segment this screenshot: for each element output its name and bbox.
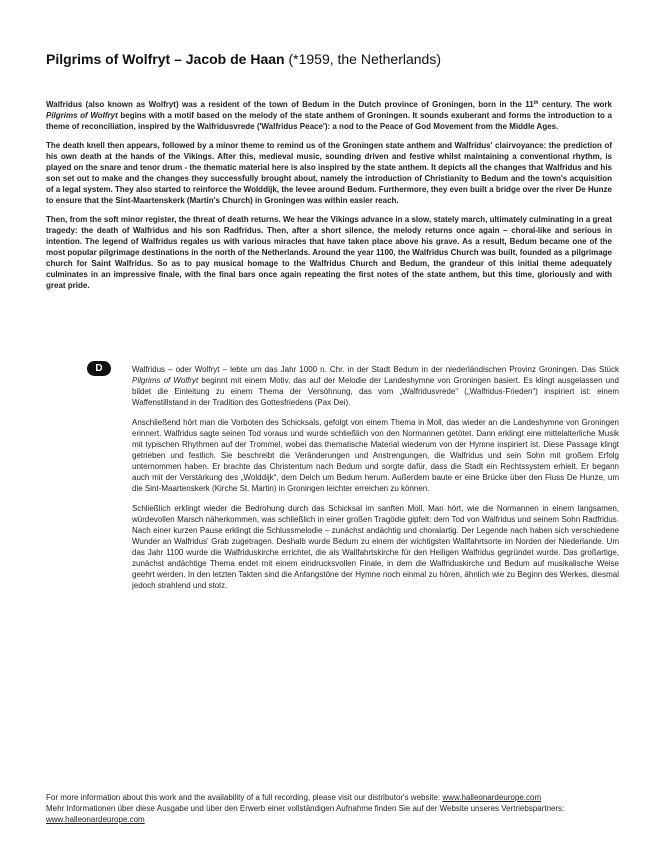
footer-german-line: Mehr Informationen über diese Ausgabe und über den Erwerb einer vollständigen Aufnahme finden Sie auf der Website unseres Vertriebspartners: xyxy=(46,804,565,813)
footer-english-link[interactable]: www.halleonardeurope.com xyxy=(442,793,542,802)
english-paragraph-3: Then, from the soft minor register, the threat of death returns. We hear the Vikings advance in a slow, stately march, ultimately culminating in a great tragedy: the death of Walfridus and his son Radfridus. Then, after a short silence, the melody returns once again – choral-like and serious in intention. The legend of Walfridus regales us with various miracles that have taken place above his grave. As a result, Bedum became one of the most popular pilgrimage destinations in the north of the Netherlands. Around the year 1100, the Walfridus Church was built, founded as a pilgrimage church for Saint Walfridus. So as to pay musical homage to the Walfridus Church and Bedum, the grandeur of this initial theme adequately culminates in an impressive finale, with the final bars once again repeating the first notes of the state anthem, but this time, gloriously and with great pride. xyxy=(46,215,612,290)
german-p1-text-b: beginnt mit einem Motiv, das auf der Melodie der Landeshymne von Groningen basiert. Es klingt ausgelassen und bildet die Einleitung zu einem Thema der Versöhnung, das vom „Walfridusvrede“ („Walfridus-Frieden“) inspiriert ist: einem Waffenstillstand in der Tradition des Gottesfriedens (Pax Dei). xyxy=(132,376,620,407)
english-p1-superscript: th xyxy=(533,100,539,106)
footer-english-text: For more information about this work and the availability of a full recording, please visit our distributor's website: xyxy=(46,793,443,802)
footer xyxy=(46,792,626,825)
footer-german-link[interactable]: www.halleonardeurope.com xyxy=(46,815,145,824)
english-p1-text-b: century. The work xyxy=(538,100,612,109)
german-p1-text-a: Walfridus – oder Wolfryt – lebte um das Jahr 1000 n. Chr. in der Stadt Bedum in der niederländischen Provinz Groningen. Das Stück xyxy=(132,365,619,374)
german-p1-work-title: Pilgrims of Wolfryt xyxy=(132,376,199,385)
language-badge-de: D xyxy=(87,361,111,376)
german-paragraph-1 xyxy=(132,364,619,408)
english-p1-work-title: Pilgrims of Wolfryt xyxy=(46,111,118,120)
page-title xyxy=(46,50,626,68)
german-paragraph-2: Anschließend hört man die Vorboten des Schicksals, gefolgt von einem Thema in Moll, das wieder an die Landeshymne von Groningen erinnert. Walfridus sagte seinen Tod voraus und wurde schließlich von den Normannen getötet. Dann erklingt eine mittelalterliche Musik mit typischen Rhythmen auf der Trommel, wobei das thematische Material wiederum von der Hymne inspiriert ist. Diese Passage klingt getrieben und festlich. Sie beschreibt die Veränderungen und Anstrengungen, die Walfridus und sein Sohn mit großem Erfolg unternommen haben. Er brachte das Christentum nach Bedum und sorgte dafür, dass die Stadt ein Rechtssystem erhielt. Er begann auch mit der Verstärkung des „Wolddijk“, dem Deich um Bedum herum. Außerdem baute er eine Brücke über den Fluss De Hunze, um die Sint-Maartenskerk (Kirche St. Martin) in Groningen leichter erreichen zu können. xyxy=(132,418,619,493)
title-main: Pilgrims of Wolfryt – Jacob de Haan xyxy=(46,51,285,67)
german-paragraph-3: Schließlich erklingt wieder die Bedrohung durch das Schicksal im sanften Moll. Man hört, wie die Normannen in einem langsamen, würdevollen Marsch näherkommen, was schließlich in einer großen Tragödie gipfelt: dem Tod von Walfridus und seinem Sohn Radfridus. Nach einer kurzen Pause erklingt die Schlussmelodie – zunächst andächtig und choralartig. Der Legende nach haben sich verschiedene Wunder an Walfridus' Grab zugetragen. Deshalb wurde Bedum zu einem der wichtigsten Wallfahrtsorte im Norden der Niederlande. Um das Jahr 1100 wurde die Walfriduskirche errichtet, die als Wallfahrtskirche für den Heiligen Walfridus gegründet wurde. Das großartige, zunächst andächtige Thema endet mit einem eindrucksvollen Finale, in dem die Walfriduskirche und Bedum auf musikalische Weise geehrt werden. In den letzten Takten sind die Anfangstöne der Hymne noch einmal zu hören, ähnlich wie zu Beginn des Werkes, diesmal jedoch strahlend und stolz. xyxy=(132,504,619,590)
english-p1-text-a: Walfridus (also known as Wolfryt) was a resident of the town of Bedum in the Dutch province of Groningen, born in the 11 xyxy=(46,100,534,109)
german-text xyxy=(132,364,619,600)
title-sub: (*1959, the Netherlands) xyxy=(288,51,442,67)
english-paragraph-1 xyxy=(46,99,612,132)
english-text xyxy=(46,99,612,299)
english-paragraph-2: The death knell then appears, followed by a minor theme to remind us of the Groningen state anthem and Walfridus' clairvoyance: the prediction of his own death at the hands of the Vikings. After this, medieval music, sounding driven and festive whilst maintaining a conventional rhythm, is played on the snare and tenor drum - the thematic material here is also inspired by the state anthem. It depicts all the changes that Walfridus and his son set out to make and the changes they successfully brought about, namely the introduction of Christianity to Bedum and the town's acquisition of a legal system. They also started to reinforce the Wolddijk, the levee around Bedum. Furthermore, they even built a bridge over the river De Hunze to ensure that the Sint-Maartenskerk (Martin's Church) in Groningen was within easier reach. xyxy=(46,141,612,205)
english-p1-text-c: begins with a motif based on the melody of the state anthem of Groningen. It sounds exuberant and forms the introduction to a theme of reconciliation, inspired by the Walfridusvrede ('Walfridus Peace'): a nod to the Peace of God Movement from the Middle Ages. xyxy=(46,111,612,131)
footer-english-line xyxy=(46,792,626,803)
